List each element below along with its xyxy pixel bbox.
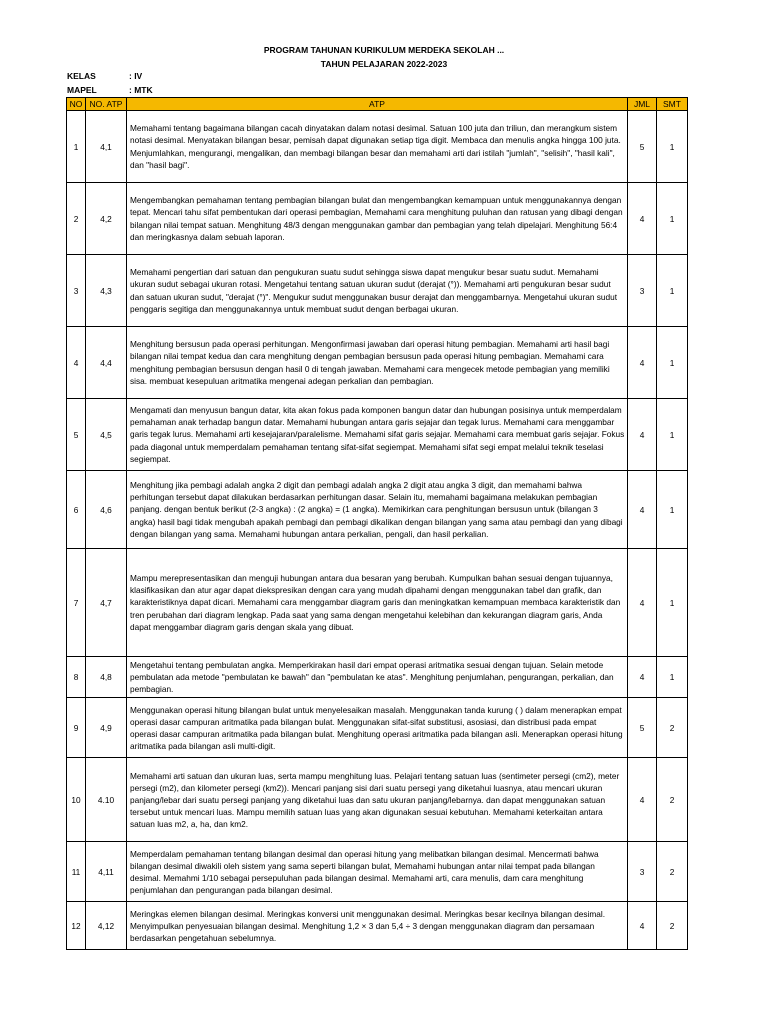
mapel-row bbox=[67, 85, 153, 95]
table-row bbox=[67, 399, 688, 471]
row-jml: 3 bbox=[628, 842, 657, 902]
row-smt: 1 bbox=[657, 327, 688, 399]
row-no: 12 bbox=[67, 902, 86, 950]
row-atp-text: Memahami pengertian dari satuan dan pengukuran suatu sudut sehingga siswa dapat mengukur besar suatu sudut. Memahami ukuran sudut sebagai ukuran rotasi. Mengetahui tentang satuan ukuran sudut (derajat (°)). Memahami arti pengukuran besar sudut dan satuan ukuran sudut, "derajat (°)". Mengukur sudut menggunakan busur derajat dan menggambarnya. Mengetahui ukuran sudut penggaris segitiga dan menggunakannya untuk membuat sudut dengan berbagai ukuran. bbox=[127, 255, 628, 327]
document-title: PROGRAM TAHUNAN KURIKULUM MERDEKA SEKOLAH ... bbox=[263, 45, 505, 55]
row-smt: 1 bbox=[657, 111, 688, 183]
row-no: 1 bbox=[67, 111, 86, 183]
row-atp-no: 4,11 bbox=[86, 842, 127, 902]
row-atp-text: Mengamati dan menyusun bangun datar, kita akan fokus pada komponen bangun datar dan hubungan posisinya untuk memperdalam pemahaman anak terhadap bangun datar. Memahami hubungan antara garis sejajar dan tegak lurus. Memahami cara menggambar garis tegak lurus. Memahami arti kesejajaran/paralelisme. Memahami sifat garis sejajar. Memahami cara membuat garis sejajar. Fokus pada diagonal untuk memperdalam pemahaman tentang sifat-sifat segiempat. Memahami sifat segi empat melalui teknik teselasi segiempat. bbox=[127, 399, 628, 471]
row-atp-no: 4,7 bbox=[86, 549, 127, 657]
kelas-label: KELAS bbox=[67, 71, 96, 81]
row-jml: 5 bbox=[628, 698, 657, 758]
row-atp-text: Meringkas elemen bilangan desimal. Meringkas konversi unit menggunakan desimal. Meringkas besar kecilnya bilangan desimal. Menyimpulkan penyesuaian bilangan desimal. Menghitung 1,2 × 3 dan 5,4 ÷ 3 dengan menggunakan diagram dan persamaan berdasarkan pengetahuan sebelumnya. bbox=[127, 902, 628, 950]
row-atp-text: Memahami tentang bagaimana bilangan cacah dinyatakan dalam notasi desimal. Satuan 100 juta dan triliun, dan merangkum sistem notasi desimal. Menyatakan bilangan besar, pemisah dapat digunakan setiap tiga digit. Membaca dan menulis angka hingga 100 juta. Menjumlahkan, mengurangi, mengalikan, dan membagi bilangan besar dan memahami arti dari istilah "jumlah", "selisih", "hasil kali", dan "hasil bagi". bbox=[127, 111, 628, 183]
row-atp-no: 4,12 bbox=[86, 902, 127, 950]
mapel-value: : MTK bbox=[129, 85, 153, 95]
row-smt: 2 bbox=[657, 902, 688, 950]
row-atp-no: 4,5 bbox=[86, 399, 127, 471]
row-jml: 4 bbox=[628, 399, 657, 471]
row-smt: 2 bbox=[657, 758, 688, 842]
row-atp-text: Mengembangkan pemahaman tentang pembagian bilangan bulat dan mengembangkan kemampuan untuk menggunakannya dengan tepat. Mencari tahu sifat pembentukan dari operasi pembagian, Memahami cara menghitung puluhan dan ratusan yang dibagi dengan bilangan nilai tempat satuan. Menghitung 48/3 dengan menggunakan gambar dan pembagian yang telah dipelajari. Menghitung 56:4 dan meringkasnya dalam sebuah laporan. bbox=[127, 183, 628, 255]
row-atp-no: 4,8 bbox=[86, 657, 127, 698]
header-no: NO bbox=[67, 98, 86, 111]
table-row bbox=[67, 657, 688, 698]
row-smt: 2 bbox=[657, 698, 688, 758]
header-jml: JML bbox=[628, 98, 657, 111]
table-header-row bbox=[67, 98, 688, 111]
row-smt: 1 bbox=[657, 657, 688, 698]
row-atp-no: 4,4 bbox=[86, 327, 127, 399]
row-atp-text: Menghitung jika pembagi adalah angka 2 digit dan pembagi adalah angka 2 digit atau angka 3 digit, dan memahami bahwa perhitungan tersebut dapat dilakukan berdasarkan perhitungan dasar. Selain itu, memahami bagaimana melakukan pembagian panjang. dengan bentuk berikut (2-3 angka) : (2 angka) = (1 angka). Memikirkan cara penghitungan bersusun untuk (bilangan 3 angka) hasil bagi tidak mengubah apakah pembagi dan pembagi dikalikan dengan bilangan yang sama atau pembagi dan yang dibagi dengan bilangan yang sama. Memahami hubungan antara perkalian, pengali, dan hasil perkalian. bbox=[127, 471, 628, 549]
row-jml: 4 bbox=[628, 183, 657, 255]
table-row bbox=[67, 698, 688, 758]
row-smt: 1 bbox=[657, 399, 688, 471]
row-atp-no: 4,9 bbox=[86, 698, 127, 758]
kelas-row bbox=[67, 71, 142, 81]
row-no: 4 bbox=[67, 327, 86, 399]
header-atp: ATP bbox=[127, 98, 628, 111]
row-no: 7 bbox=[67, 549, 86, 657]
program-table bbox=[66, 97, 688, 950]
row-smt: 1 bbox=[657, 255, 688, 327]
table-row bbox=[67, 471, 688, 549]
table-row bbox=[67, 255, 688, 327]
table-row bbox=[67, 902, 688, 950]
row-no: 5 bbox=[67, 399, 86, 471]
row-jml: 4 bbox=[628, 758, 657, 842]
row-no: 10 bbox=[67, 758, 86, 842]
row-no: 8 bbox=[67, 657, 86, 698]
row-atp-no: 4.10 bbox=[86, 758, 127, 842]
row-smt: 1 bbox=[657, 183, 688, 255]
header-smt: SMT bbox=[657, 98, 688, 111]
row-no: 3 bbox=[67, 255, 86, 327]
row-jml: 3 bbox=[628, 255, 657, 327]
row-no: 9 bbox=[67, 698, 86, 758]
row-jml: 4 bbox=[628, 471, 657, 549]
table-row bbox=[67, 327, 688, 399]
row-atp-no: 4,2 bbox=[86, 183, 127, 255]
row-atp-no: 4,3 bbox=[86, 255, 127, 327]
kelas-value: : IV bbox=[129, 71, 143, 81]
row-jml: 4 bbox=[628, 657, 657, 698]
row-jml: 5 bbox=[628, 111, 657, 183]
row-atp-text: Mengetahui tentang pembulatan angka. Memperkirakan hasil dari empat operasi aritmatika sesuai dengan tujuan. Selain metode pembulatan ada metode "pembulatan ke bawah" dan "pembulatan ke atas". Menghitung penjumlahan, pengurangan, perkalian, dan pembagian. bbox=[127, 657, 628, 698]
row-atp-text: Mampu merepresentasikan dan menguji hubungan antara dua besaran yang berubah. Kumpulkan bahan sesuai dengan tujuannya, klasifikasikan dan atur agar dapat diekspresikan dengan cara yang mudah dipahami dengan menggunakan tabel dan grafik, dan karakteristiknya dapat dicari. Memahami cara menggambar diagram garis dan meningkatkan kemampuan membaca karakteristik dan tren perubahan dari diagram lengkap. Pada saat yang sama dengan mengetahui kelebihan dan kekurangan diagram garis, Anda dapat menggambar diagram garis dengan skala yang dibuat. bbox=[127, 549, 628, 657]
row-no: 2 bbox=[67, 183, 86, 255]
row-smt: 1 bbox=[657, 471, 688, 549]
table-row bbox=[67, 758, 688, 842]
row-atp-no: 4,1 bbox=[86, 111, 127, 183]
row-smt: 2 bbox=[657, 842, 688, 902]
row-no: 11 bbox=[67, 842, 86, 902]
row-no: 6 bbox=[67, 471, 86, 549]
row-atp-text: Menghitung bersusun pada operasi perhitungan. Mengonfirmasi jawaban dari operasi hitung pembagian. Memahami arti hasil bagi bilangan nilai tempat kedua dan cara menghitung dengan pembagian bersusun pada operasi hitung pembagian. Memahami cara menghitung pembagian bersusun dengan hasil 0 di tengah jawaban. Memahami cara mengecek metode pembagian yang memiliki sisa. membuat kesepuluan aritmatika mengenai adegan perkalian dan pembagian. bbox=[127, 327, 628, 399]
table-row bbox=[67, 549, 688, 657]
table-row bbox=[67, 183, 688, 255]
table-row bbox=[67, 111, 688, 183]
row-jml: 4 bbox=[628, 327, 657, 399]
row-jml: 4 bbox=[628, 549, 657, 657]
row-smt: 1 bbox=[657, 549, 688, 657]
table-row bbox=[67, 842, 688, 902]
row-atp-text: Memperdalam pemahaman tentang bilangan desimal dan operasi hitung yang melibatkan bilangan desimal. Mencermati bahwa bilangan desimal diwakili oleh sistem yang sama seperti bilangan bulat, Memahami hubungan antar nilai tempat pada bilangan desimal. Memahmi 1/10 sebagai persepuluhan pada bilangan desimal. Memahami arti, cara menulis, dam cara menghitung penjumlahan dan pengurangan pada bilangan desimal. bbox=[127, 842, 628, 902]
row-jml: 4 bbox=[628, 902, 657, 950]
row-atp-no: 4,6 bbox=[86, 471, 127, 549]
row-atp-text: Memahami arti satuan dan ukuran luas, serta mampu menghitung luas. Pelajari tentang satuan luas (sentimeter persegi (cm2), meter persegi (m2), dan kilometer persegi (km2)). Mencari panjang sisi dari suatu persegi yang diketahui luasnya, atau mencari ukuran panjang/lebar dari suatu persegi panjang yang diketahui luas dan satu ukuran panjang/lebarnya. dan dapat menggunakan satuan tersebut untuk mencari luas. Mampu memilih satuan luas yang akan digunakan sesuai kebutuhan. Memahami keterkaitan antara satuan luas m2, a, ha, dan km2. bbox=[127, 758, 628, 842]
header-no-atp: NO. ATP bbox=[86, 98, 127, 111]
academic-year-title: TAHUN PELAJARAN 2022-2023 bbox=[320, 59, 448, 69]
row-atp-text: Menggunakan operasi hitung bilangan bulat untuk menyelesaikan masalah. Menggunakan tanda kurung ( ) dalam menerapkan empat operasi dasar campuran aritmatika pada bilangan bulat. Menggunakan sifat-sifat substitusi, asosiasi, dan distribusi pada empat operasi dasar campuran aritmatika pada bilangan bulat. Menghitung operasi aritmatika pada bilangan asli. Menerapkan operasi hitung aritmatika pada bilangan asli multi-digit. bbox=[127, 698, 628, 758]
mapel-label: MAPEL bbox=[67, 85, 97, 95]
